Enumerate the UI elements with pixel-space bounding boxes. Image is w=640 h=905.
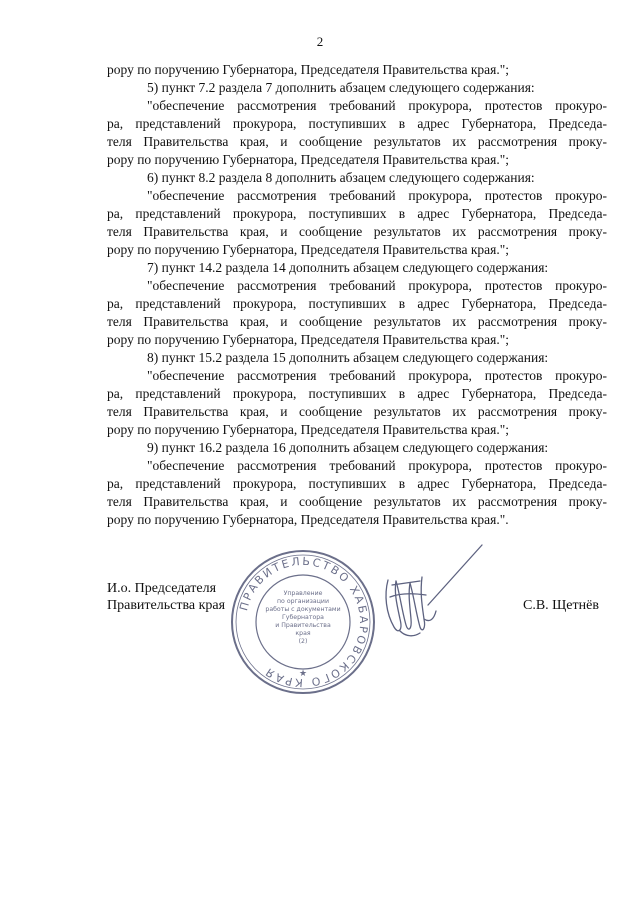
svg-text:★: ★ [298,669,308,679]
text-line: рору по поручению Губернатора, Председателя Правительства края.". [107,512,509,527]
page-number: 2 [316,34,324,49]
text-line: теля Правительства края, и сообщение результатов их рассмотрения проку- [107,134,607,149]
signer-position [107,580,225,614]
text-line: рору по поручению Губернатора, Председателя Правительства края."; [107,422,510,437]
text-line: "обеспечение рассмотрения требований прокурора, протестов прокуро- [147,278,607,293]
seal-inner-line: Управление [283,590,323,597]
seal-ring-text: ПРАВИТЕЛЬСТВО ХАБАРОВСКОГО КРАЯ [237,554,371,690]
text-line: теля Правительства края, и сообщение результатов их рассмотрения проку- [107,314,607,329]
signer-position-line2: Правительства края [107,598,226,613]
handwritten-signature [370,535,485,645]
seal-inner-line: и Правительства [275,622,331,629]
text-line: ра, представлений прокурора, поступивших в адрес Губернатора, Председа- [107,386,607,401]
text-line: рору по поручению Губернатора, Председателя Правительства края."; [107,332,510,347]
seal-inner-line: работы с документами [265,606,341,613]
text-line: "обеспечение рассмотрения требований прокурора, протестов прокуро- [147,188,607,203]
text-line: теля Правительства края, и сообщение результатов их рассмотрения проку- [107,224,607,239]
text-line: теля Правительства края, и сообщение результатов их рассмотрения проку- [107,494,607,509]
text-line: 7) пункт 14.2 раздела 14 дополнить абзацем следующего содержания: [147,260,549,275]
text-line: теля Правительства края, и сообщение результатов их рассмотрения проку- [107,404,607,419]
text-line: ра, представлений прокурора, поступивших в адрес Губернатора, Председа- [107,116,607,131]
text-line: рору по поручению Губернатора, Председателя Правительства края."; [107,152,510,167]
seal-inner-line: по организации [277,598,329,605]
text-line: ра, представлений прокурора, поступивших в адрес Губернатора, Председа- [107,476,607,491]
seal-inner-line: края [295,630,311,637]
text-line: ра, представлений прокурора, поступивших в адрес Губернатора, Председа- [107,206,607,221]
text-line: рору по поручению Губернатора, Председателя Правительства края."; [107,242,510,257]
text-line: 5) пункт 7.2 раздела 7 дополнить абзацем следующего содержания: [147,80,535,95]
signer-name: С.В. Щетнёв [523,598,599,613]
text-line: ра, представлений прокурора, поступивших в адрес Губернатора, Председа- [107,296,607,311]
text-line: 9) пункт 16.2 раздела 16 дополнить абзацем следующего содержания: [147,440,549,455]
official-seal-stamp [229,548,377,696]
text-line: "обеспечение рассмотрения требований прокурора, протестов прокуро- [147,458,607,473]
seal-inner-line: Губернатора [282,614,324,621]
text-line: "обеспечение рассмотрения требований прокурора, протестов прокуро- [147,368,607,383]
text-line: 6) пункт 8.2 раздела 8 дополнить абзацем следующего содержания: [147,170,535,185]
seal-inner-text [265,590,340,645]
signer-position-line1: И.о. Председателя [107,581,217,596]
text-line: 8) пункт 15.2 раздела 15 дополнить абзацем следующего содержания: [147,350,549,365]
seal-inner-line: (2) [298,638,308,645]
text-line: "обеспечение рассмотрения требований прокурора, протестов прокуро- [147,98,607,113]
text-line: рору по поручению Губернатора, Председателя Правительства края."; [107,62,510,77]
document-body [107,61,607,529]
